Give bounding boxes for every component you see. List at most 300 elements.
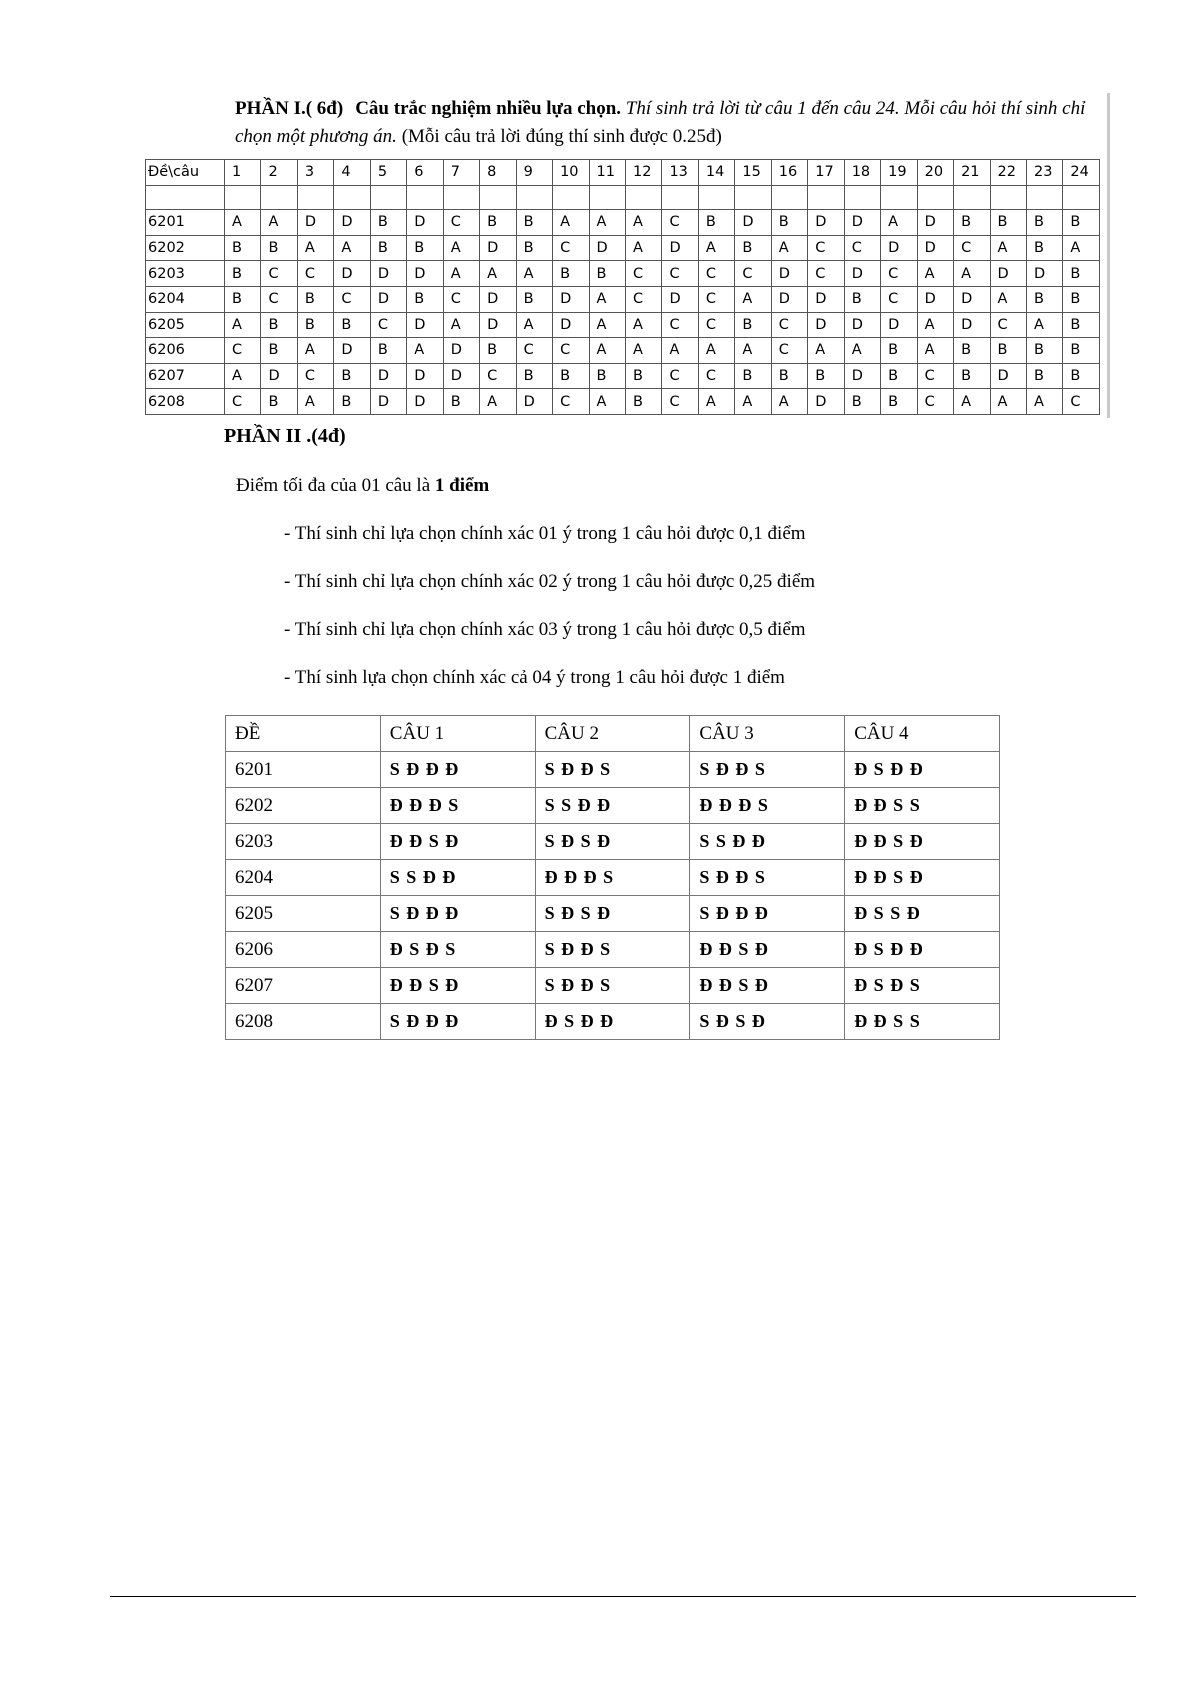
table-row <box>226 788 1000 824</box>
max-score-value: 1 điểm <box>434 475 490 496</box>
answer-cell: D <box>990 363 1026 389</box>
table-row <box>146 261 1100 287</box>
answer-cell: D <box>334 261 370 287</box>
table-header-row <box>146 160 1100 186</box>
answer-cell: B <box>954 363 990 389</box>
answer-cell: B <box>881 338 917 364</box>
answer-cell: C <box>698 261 734 287</box>
answer-cell: S S Đ Đ <box>535 788 690 824</box>
answer-cell: S Đ Đ S <box>535 932 690 968</box>
answer-cell: A <box>625 235 661 261</box>
part2-rule-3: - Thí sinh chỉ lựa chọn chính xác 03 ý trong 1 câu hỏi được 0,5 điểm <box>284 619 806 640</box>
answer-cell: B <box>261 389 297 415</box>
answer-cell: B <box>480 210 516 236</box>
column-header: CÂU 2 <box>535 716 690 752</box>
answer-cell: B <box>808 363 844 389</box>
answer-cell: B <box>1063 210 1100 236</box>
table-row <box>226 824 1000 860</box>
table-row <box>226 1004 1000 1040</box>
answer-cell: B <box>625 363 661 389</box>
answer-cell: C <box>297 261 333 287</box>
answer-cell: C <box>225 338 261 364</box>
part2-title: PHẦN II .(4đ) <box>224 425 346 447</box>
question-number: 10 <box>553 160 589 186</box>
answer-cell: S Đ Đ S <box>535 752 690 788</box>
answer-cell: D <box>370 261 406 287</box>
answer-cell: B <box>735 363 771 389</box>
table-row <box>226 968 1000 1004</box>
blank-row <box>146 185 1100 210</box>
answer-cell: A <box>954 261 990 287</box>
answer-cell: D <box>917 210 953 236</box>
answer-cell: A <box>990 235 1026 261</box>
answer-cell: D <box>553 286 589 312</box>
answer-cell: B <box>954 338 990 364</box>
answer-cell: A <box>516 312 552 338</box>
question-number: 22 <box>990 160 1026 186</box>
answer-cell: Đ Đ S Đ <box>690 932 845 968</box>
empty-cell <box>881 185 917 210</box>
table-row <box>226 896 1000 932</box>
question-number: 1 <box>225 160 261 186</box>
answer-cell: A <box>297 338 333 364</box>
answer-cell: A <box>662 338 698 364</box>
corner-label: Đề\câu <box>146 160 225 186</box>
answer-cell: D <box>735 210 771 236</box>
answer-cell: A <box>917 261 953 287</box>
answer-cell: S Đ Đ Đ <box>380 1004 535 1040</box>
answer-cell: A <box>589 312 625 338</box>
answer-cell: A <box>625 312 661 338</box>
answer-cell: D <box>370 389 406 415</box>
question-number: 8 <box>480 160 516 186</box>
part1-instruction: Thí sinh trả lời từ câu 1 đến câu 24. Mỗi câu hỏi thí sinh chỉ chọn một phương án. <box>235 98 1086 147</box>
answer-cell: D <box>334 210 370 236</box>
answer-cell: D <box>297 210 333 236</box>
exam-code: 6201 <box>146 210 225 236</box>
max-score-text: Điểm tối đa của 01 câu là <box>236 475 431 496</box>
answer-cell: A <box>553 210 589 236</box>
answer-cell: D <box>407 210 443 236</box>
answer-cell: D <box>881 235 917 261</box>
answer-cell: B <box>1063 286 1100 312</box>
question-number: 18 <box>844 160 880 186</box>
answer-cell: A <box>771 235 807 261</box>
empty-cell <box>990 185 1026 210</box>
answer-cell: A <box>589 338 625 364</box>
answer-cell: B <box>334 389 370 415</box>
exam-code: 6206 <box>226 932 381 968</box>
answer-cell: C <box>334 286 370 312</box>
answer-cell: B <box>844 389 880 415</box>
answer-cell: C <box>662 363 698 389</box>
answer-cell: C <box>881 261 917 287</box>
empty-cell <box>443 185 479 210</box>
table-row <box>146 389 1100 415</box>
answer-cell: C <box>443 210 479 236</box>
answer-cell: B <box>1063 363 1100 389</box>
answer-cell: B <box>553 261 589 287</box>
answer-cell: D <box>954 286 990 312</box>
part1-heading <box>235 95 1095 151</box>
table-row <box>146 286 1100 312</box>
answer-cell: Đ S Đ Đ <box>845 932 1000 968</box>
empty-cell <box>553 185 589 210</box>
answer-cell: A <box>443 235 479 261</box>
answer-cell: C <box>771 338 807 364</box>
table-row <box>146 312 1100 338</box>
answer-cell: A <box>844 338 880 364</box>
answer-cell: A <box>808 338 844 364</box>
answer-cell: C <box>698 286 734 312</box>
table-row <box>226 752 1000 788</box>
answer-cell: C <box>844 235 880 261</box>
empty-cell <box>625 185 661 210</box>
answer-cell: D <box>881 312 917 338</box>
answer-cell: C <box>698 312 734 338</box>
answer-cell: C <box>808 235 844 261</box>
answer-cell: B <box>1026 286 1062 312</box>
answer-cell: D <box>808 286 844 312</box>
exam-code: 6202 <box>226 788 381 824</box>
answer-cell: C <box>1063 389 1100 415</box>
answer-cell: C <box>698 363 734 389</box>
answer-cell: C <box>990 312 1026 338</box>
answer-cell: S Đ S Đ <box>535 824 690 860</box>
answer-cell: C <box>261 261 297 287</box>
answer-cell: C <box>917 363 953 389</box>
answer-cell: B <box>334 363 370 389</box>
answer-cell: D <box>407 389 443 415</box>
footer-divider <box>110 1596 1136 1597</box>
answer-cell: B <box>771 210 807 236</box>
answer-cell: D <box>844 312 880 338</box>
empty-cell <box>334 185 370 210</box>
table-row <box>146 338 1100 364</box>
answer-cell: S Đ Đ Đ <box>690 896 845 932</box>
answer-cell: D <box>589 235 625 261</box>
answer-cell: B <box>516 286 552 312</box>
empty-cell <box>698 185 734 210</box>
answer-cell: Đ S S Đ <box>845 896 1000 932</box>
answer-cell: S Đ Đ Đ <box>380 896 535 932</box>
question-number: 4 <box>334 160 370 186</box>
answer-cell: B <box>844 286 880 312</box>
answer-cell: S Đ Đ S <box>535 968 690 1004</box>
empty-cell <box>662 185 698 210</box>
answer-cell: C <box>443 286 479 312</box>
empty-cell <box>1063 185 1100 210</box>
answer-cell: D <box>407 261 443 287</box>
answer-cell: Đ S Đ S <box>845 968 1000 1004</box>
exam-code: 6208 <box>146 389 225 415</box>
question-number: 23 <box>1026 160 1062 186</box>
exam-code: 6207 <box>146 363 225 389</box>
answer-cell: S Đ S Đ <box>690 1004 845 1040</box>
answer-cell: C <box>662 389 698 415</box>
answer-cell: A <box>516 261 552 287</box>
answer-cell: D <box>662 286 698 312</box>
answer-cell: B <box>297 312 333 338</box>
part1-title: PHẦN I.( 6đ) <box>235 98 344 119</box>
answer-cell: Đ Đ S Đ <box>380 968 535 1004</box>
answer-cell: A <box>589 389 625 415</box>
exam-code: 6207 <box>226 968 381 1004</box>
answer-cell: C <box>808 261 844 287</box>
exam-code: 6208 <box>226 1004 381 1040</box>
answer-cell: B <box>1063 261 1100 287</box>
answer-cell: D <box>771 261 807 287</box>
answer-cell: A <box>225 363 261 389</box>
answer-cell: A <box>1026 389 1062 415</box>
answer-cell: A <box>917 312 953 338</box>
answer-cell: A <box>990 286 1026 312</box>
table-row <box>226 932 1000 968</box>
answer-cell: A <box>297 389 333 415</box>
empty-cell <box>261 185 297 210</box>
answer-cell: B <box>516 235 552 261</box>
question-number: 15 <box>735 160 771 186</box>
answer-cell: Đ S Đ S <box>380 932 535 968</box>
exam-code: 6202 <box>146 235 225 261</box>
answer-cell: Đ Đ S S <box>845 1004 1000 1040</box>
empty-cell <box>917 185 953 210</box>
table-row <box>146 235 1100 261</box>
answer-cell: A <box>990 389 1026 415</box>
answer-cell: A <box>589 210 625 236</box>
exam-code: 6206 <box>146 338 225 364</box>
answer-cell: B <box>990 210 1026 236</box>
answer-cell: C <box>662 261 698 287</box>
answer-cell: C <box>662 210 698 236</box>
table-header-row <box>226 716 1000 752</box>
answer-cell: C <box>625 286 661 312</box>
question-number: 12 <box>625 160 661 186</box>
question-number: 17 <box>808 160 844 186</box>
answer-cell: B <box>1026 235 1062 261</box>
answer-cell: D <box>443 363 479 389</box>
question-number: 21 <box>954 160 990 186</box>
empty-cell <box>370 185 406 210</box>
answer-cell: A <box>1063 235 1100 261</box>
answer-cell: B <box>881 363 917 389</box>
answer-cell: A <box>334 235 370 261</box>
answer-cell: B <box>771 363 807 389</box>
empty-cell <box>735 185 771 210</box>
answer-cell: C <box>225 389 261 415</box>
answer-cell: A <box>443 261 479 287</box>
answer-cell: B <box>516 363 552 389</box>
answer-cell: B <box>261 235 297 261</box>
answer-cell: Đ Đ Đ S <box>690 788 845 824</box>
answer-cell: B <box>261 338 297 364</box>
answer-cell: S S Đ Đ <box>690 824 845 860</box>
answer-cell: D <box>808 389 844 415</box>
empty-cell <box>146 185 225 210</box>
answer-cell: B <box>553 363 589 389</box>
table-row <box>226 860 1000 896</box>
answer-cell: Đ S Đ Đ <box>845 752 1000 788</box>
answer-cell: B <box>954 210 990 236</box>
answer-cell: A <box>225 312 261 338</box>
answer-cell: A <box>771 389 807 415</box>
answer-cell: D <box>917 235 953 261</box>
answer-cell: C <box>553 235 589 261</box>
answer-cell: D <box>771 286 807 312</box>
answer-cell: B <box>589 261 625 287</box>
answer-cell: A <box>698 389 734 415</box>
question-number: 20 <box>917 160 953 186</box>
answer-cell: Đ S Đ Đ <box>535 1004 690 1040</box>
answer-cell: D <box>662 235 698 261</box>
empty-cell <box>808 185 844 210</box>
part1-scoring-note: (Mỗi câu trả lời đúng thí sinh được 0.25đ) <box>401 126 722 147</box>
answer-cell: D <box>954 312 990 338</box>
exam-code: 6205 <box>226 896 381 932</box>
empty-cell <box>516 185 552 210</box>
answer-cell: D <box>844 210 880 236</box>
answer-cell: D <box>334 338 370 364</box>
answer-cell: C <box>881 286 917 312</box>
answer-cell: A <box>698 338 734 364</box>
answer-cell: B <box>370 210 406 236</box>
column-header: ĐỀ <box>226 716 381 752</box>
exam-code: 6205 <box>146 312 225 338</box>
answer-cell: A <box>735 286 771 312</box>
empty-cell <box>480 185 516 210</box>
answer-cell: B <box>1026 210 1062 236</box>
answer-cell: D <box>990 261 1026 287</box>
answer-cell: D <box>370 286 406 312</box>
answer-cell: D <box>844 363 880 389</box>
answer-cell: S Đ S Đ <box>535 896 690 932</box>
answer-cell: B <box>1063 338 1100 364</box>
answer-cell: D <box>553 312 589 338</box>
answer-cell: S Đ Đ S <box>690 860 845 896</box>
answer-cell: B <box>443 389 479 415</box>
answer-cell: D <box>407 312 443 338</box>
answer-cell: A <box>480 389 516 415</box>
column-header: CÂU 4 <box>845 716 1000 752</box>
question-number: 9 <box>516 160 552 186</box>
answer-cell: B <box>881 389 917 415</box>
empty-cell <box>954 185 990 210</box>
table-row <box>146 210 1100 236</box>
answer-cell: B <box>225 286 261 312</box>
exam-code: 6203 <box>146 261 225 287</box>
answer-cell: D <box>808 312 844 338</box>
question-number: 6 <box>407 160 443 186</box>
answer-cell: B <box>480 338 516 364</box>
answer-cell: Đ Đ S Đ <box>690 968 845 1004</box>
answer-cell: B <box>225 235 261 261</box>
answer-cell: D <box>1026 261 1062 287</box>
empty-cell <box>844 185 880 210</box>
answer-cell: A <box>297 235 333 261</box>
question-number: 5 <box>370 160 406 186</box>
answer-cell: C <box>771 312 807 338</box>
part2-answer-table <box>225 715 1000 1040</box>
question-number: 11 <box>589 160 625 186</box>
answer-cell: Đ Đ Đ S <box>535 860 690 896</box>
empty-cell <box>297 185 333 210</box>
answer-cell: A <box>1026 312 1062 338</box>
answer-cell: B <box>516 210 552 236</box>
answer-cell: C <box>917 389 953 415</box>
answer-cell: B <box>735 235 771 261</box>
answer-cell: A <box>881 210 917 236</box>
answer-cell: Đ Đ Đ S <box>380 788 535 824</box>
answer-cell: D <box>261 363 297 389</box>
answer-cell: B <box>407 286 443 312</box>
part2-max-score <box>236 475 489 497</box>
answer-cell: D <box>443 338 479 364</box>
answer-cell: A <box>589 286 625 312</box>
empty-cell <box>1026 185 1062 210</box>
empty-cell <box>589 185 625 210</box>
answer-cell: C <box>954 235 990 261</box>
answer-cell: A <box>225 210 261 236</box>
answer-cell: B <box>698 210 734 236</box>
answer-cell: A <box>407 338 443 364</box>
answer-cell: Đ Đ S Đ <box>845 860 1000 896</box>
exam-code: 6204 <box>146 286 225 312</box>
answer-cell: C <box>553 338 589 364</box>
answer-cell: B <box>334 312 370 338</box>
answer-cell: B <box>1026 338 1062 364</box>
question-number: 14 <box>698 160 734 186</box>
answer-cell: Đ Đ S Đ <box>845 824 1000 860</box>
answer-cell: C <box>297 363 333 389</box>
empty-cell <box>771 185 807 210</box>
answer-cell: B <box>370 338 406 364</box>
answer-cell: C <box>662 312 698 338</box>
answer-cell: D <box>480 286 516 312</box>
answer-cell: B <box>1063 312 1100 338</box>
answer-cell: D <box>407 363 443 389</box>
answer-cell: C <box>553 389 589 415</box>
answer-cell: A <box>735 338 771 364</box>
exam-code: 6201 <box>226 752 381 788</box>
question-number: 16 <box>771 160 807 186</box>
answer-cell: D <box>516 389 552 415</box>
answer-cell: A <box>698 235 734 261</box>
part1-section <box>145 93 1110 418</box>
answer-cell: D <box>480 312 516 338</box>
answer-cell: B <box>990 338 1026 364</box>
answer-cell: B <box>297 286 333 312</box>
question-number: 2 <box>261 160 297 186</box>
answer-cell: D <box>808 210 844 236</box>
answer-cell: B <box>261 312 297 338</box>
answer-cell: B <box>735 312 771 338</box>
answer-cell: C <box>480 363 516 389</box>
answer-cell: D <box>917 286 953 312</box>
answer-cell: D <box>844 261 880 287</box>
empty-cell <box>225 185 261 210</box>
answer-cell: A <box>625 210 661 236</box>
answer-cell: A <box>954 389 990 415</box>
answer-cell: A <box>261 210 297 236</box>
answer-cell: B <box>625 389 661 415</box>
answer-cell: C <box>261 286 297 312</box>
question-number: 19 <box>881 160 917 186</box>
answer-cell: A <box>443 312 479 338</box>
question-number: 3 <box>297 160 333 186</box>
table-row <box>146 363 1100 389</box>
exam-code: 6203 <box>226 824 381 860</box>
question-number: 24 <box>1063 160 1100 186</box>
